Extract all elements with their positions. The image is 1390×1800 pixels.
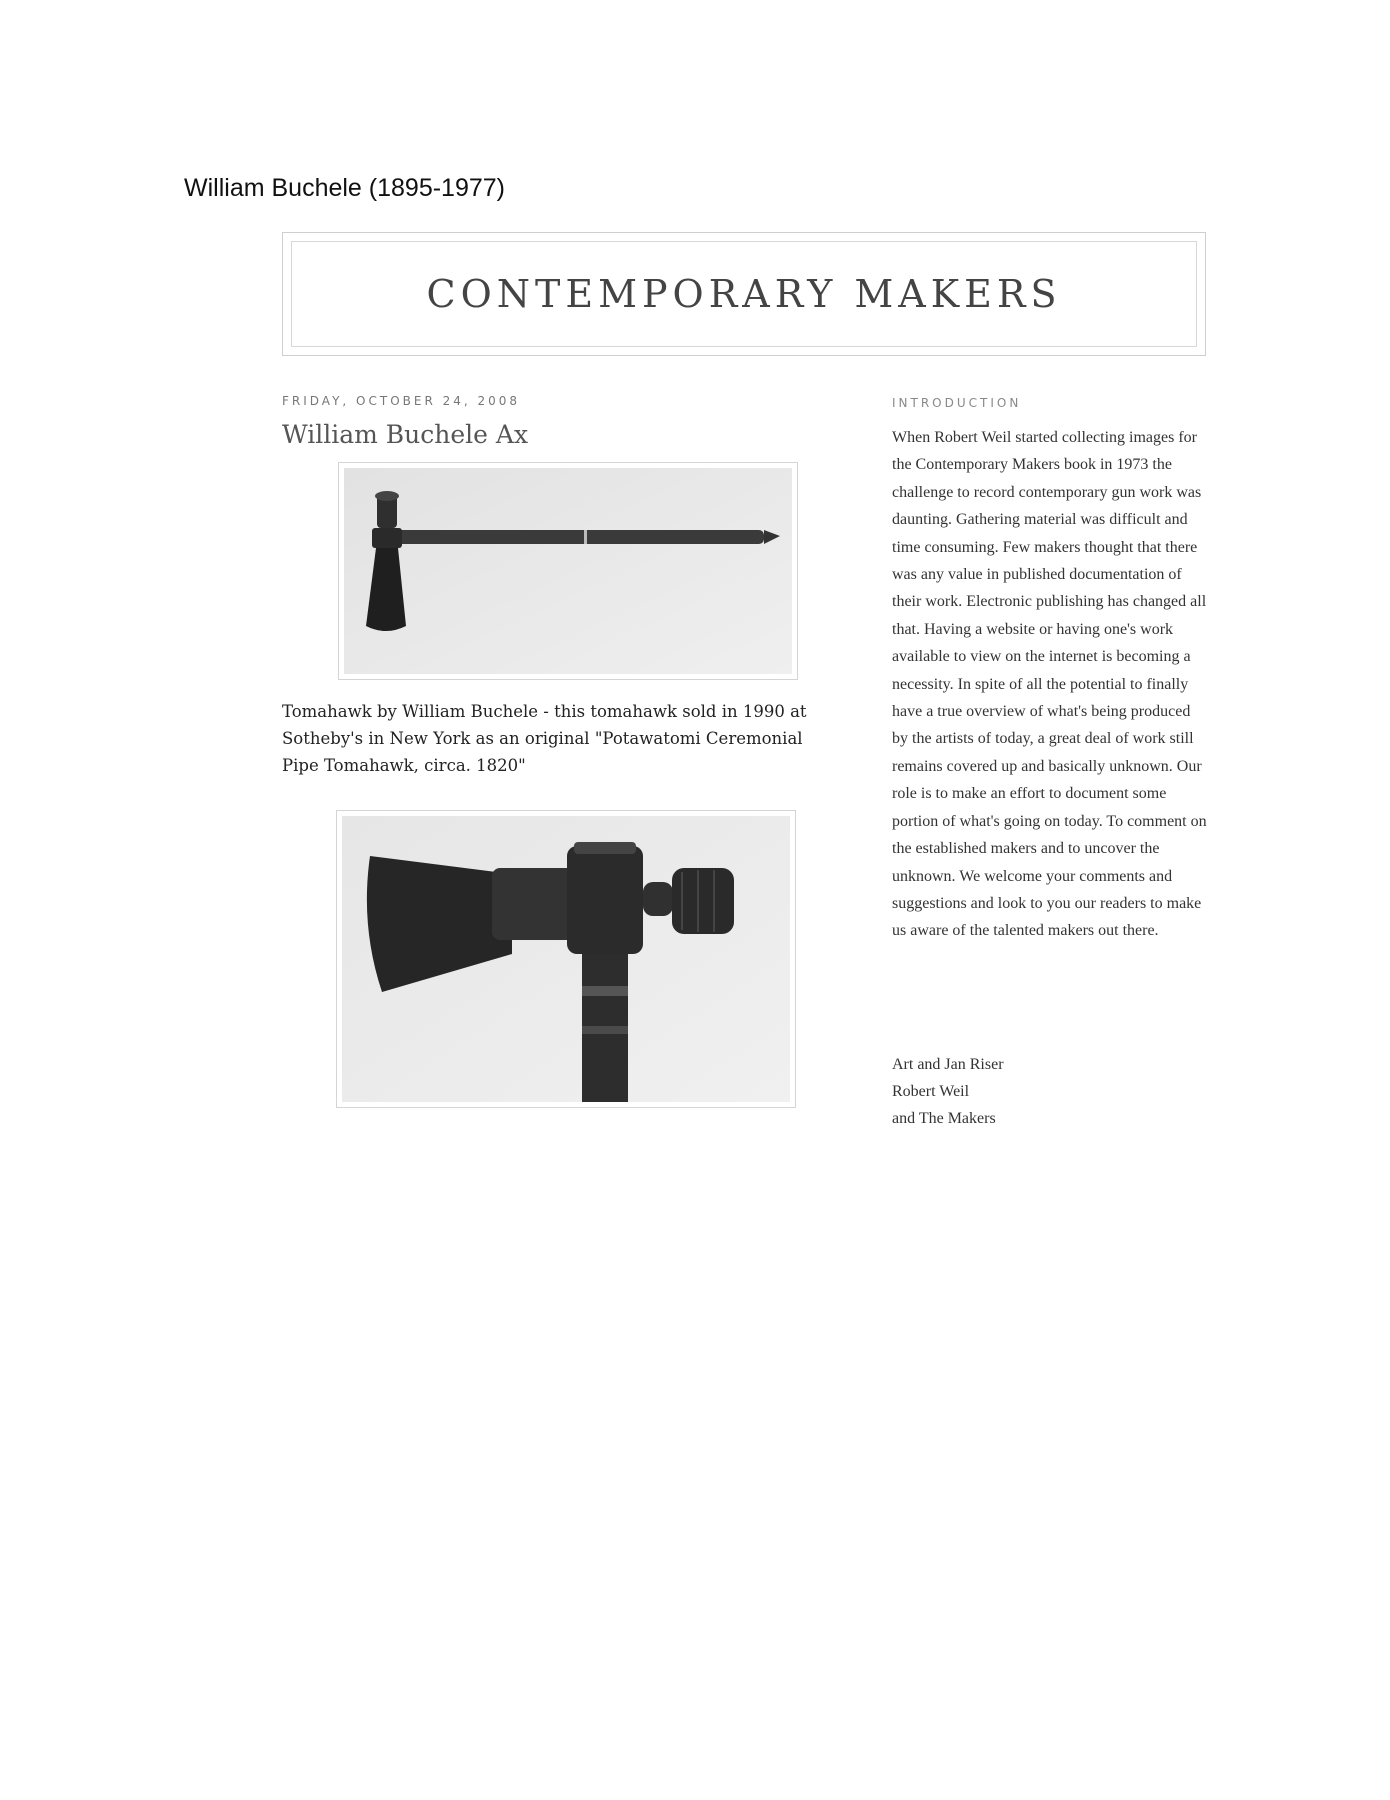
signature-line: and The Makers <box>892 1110 996 1127</box>
tomahawk-full-image <box>344 468 792 674</box>
sidebar-intro-text: When Robert Weil started collecting images for the Contemporary Makers book in 1973 the challenge to record contemporary gun work was daunting. Gathering material was difficult and time consuming. Few makers thought that there was any value in published documentation of their work. Electronic publishing has changed all that. Having a website or having one's work available to view on the internet is becoming a necessity. In spite of all the potential to finally have a true overview of what's being produced by the artists of today, a great deal of work still remains covered up and basically unknown. Our role is to make an effort to document some portion of what's going on today. To comment on the established makers and to uncover the unknown. We welcome your comments and suggestions and look to you our readers to make us aware of the talented makers out there. <box>892 429 1207 940</box>
sidebar-heading: INTRODUCTION <box>892 396 1022 410</box>
page-heading: William Buchele (1895-1977) <box>184 174 505 202</box>
tomahawk-full-photo[interactable] <box>338 462 798 680</box>
signature-line: Art and Jan Riser <box>892 1056 1004 1073</box>
blog-title[interactable]: CONTEMPORARY MAKERS <box>426 272 1062 316</box>
post-title[interactable]: William Buchele Ax <box>282 420 529 449</box>
tomahawk-head-closeup-photo[interactable] <box>336 810 796 1108</box>
signature-line: Robert Weil <box>892 1083 970 1100</box>
post-caption: Tomahawk by William Buchele - this tomahawk sold in 1990 at Sotheby's in New York as an original "Potawatomi Ceremonial Pipe Tomahawk, circa. 1820" <box>282 702 807 775</box>
blog-header <box>282 232 1206 356</box>
post-date: FRIDAY, OCTOBER 24, 2008 <box>282 394 521 408</box>
tomahawk-head-closeup-image <box>342 816 790 1102</box>
blog-header-inner-frame <box>291 241 1197 347</box>
